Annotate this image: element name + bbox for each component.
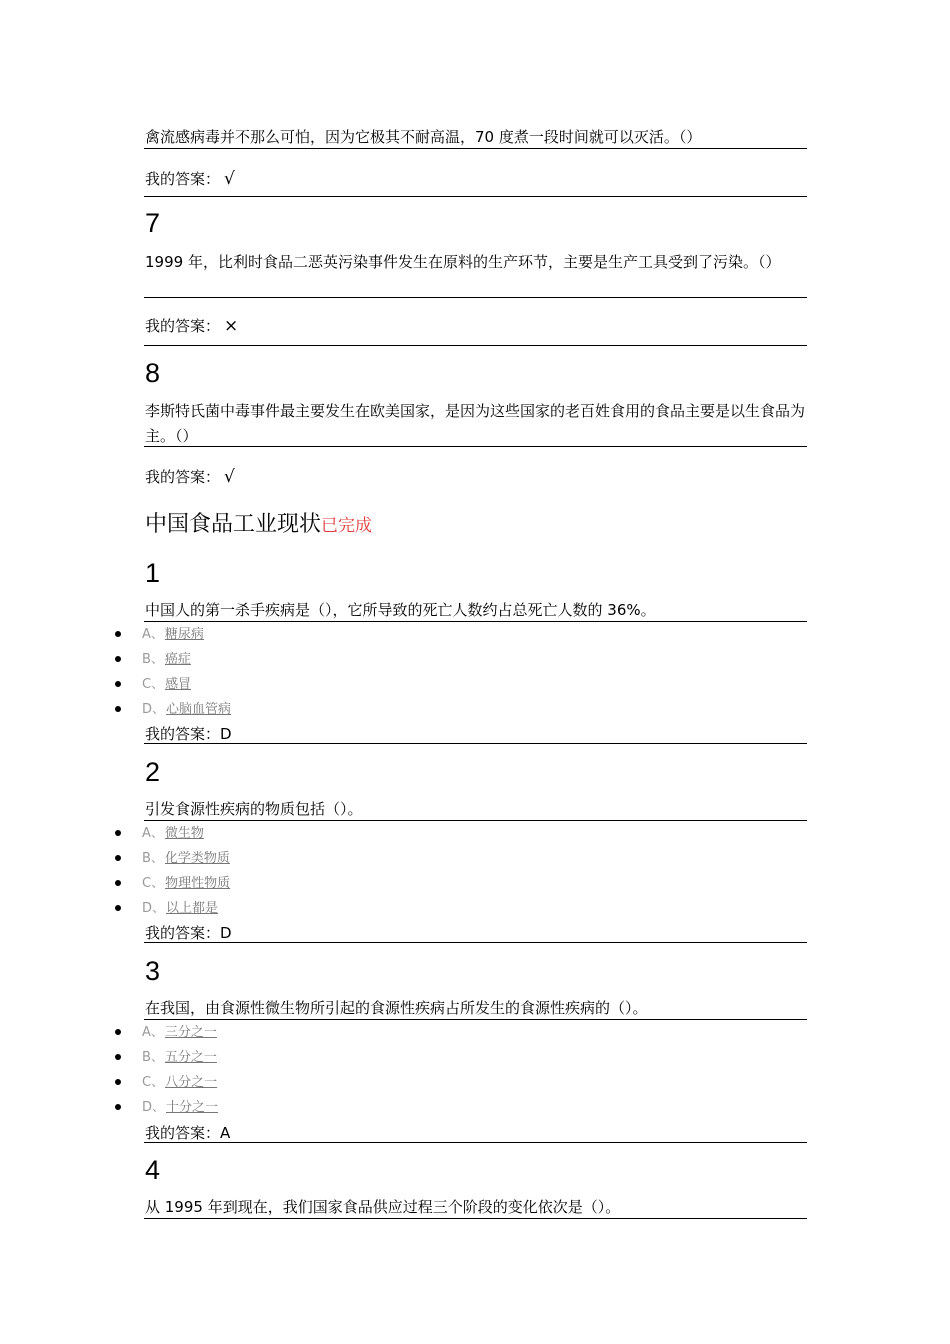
mc-1-option-d[interactable] xyxy=(115,701,231,719)
mc-3-option-c[interactable] xyxy=(115,1074,217,1092)
divider xyxy=(144,820,807,821)
option-label[interactable]: 微生物 xyxy=(164,826,204,841)
bullet-icon xyxy=(115,830,121,836)
answer-label: 我的答案： xyxy=(145,170,221,188)
answer-value: √ xyxy=(224,467,235,487)
question-7-answer xyxy=(145,316,238,336)
divider xyxy=(144,446,807,447)
mc-2-answer: 我的答案：D xyxy=(145,924,232,942)
answer-value: √ xyxy=(224,169,235,189)
option-prefix: B、 xyxy=(142,1050,164,1065)
option-label[interactable]: 以上都是 xyxy=(166,901,219,916)
option-label[interactable]: 三分之一 xyxy=(164,1025,217,1040)
mc-2-option-a[interactable] xyxy=(115,825,204,843)
answer-value: × xyxy=(224,316,239,336)
option-prefix: A、 xyxy=(142,627,164,642)
mc-1-number: 1 xyxy=(145,558,161,588)
question-7-text: 1999 年，比利时食品二恶英污染事件发生在原料的生产环节，主要是生产工具受到了污染。（） xyxy=(145,253,781,271)
divider xyxy=(144,297,807,298)
question-6-text: 禽流感病毒并不那么可怕，因为它极其不耐高温，70 度煮一段时间就可以灭活。（） xyxy=(145,128,702,146)
option-prefix: D、 xyxy=(142,901,166,916)
mc-1-option-a[interactable] xyxy=(115,626,204,644)
section-heading xyxy=(145,510,372,541)
mc-1-option-b[interactable] xyxy=(115,651,191,669)
question-6-answer xyxy=(145,169,235,189)
section-title: 中国食品工业现状 xyxy=(145,512,322,537)
bullet-icon xyxy=(115,1104,121,1110)
bullet-icon xyxy=(115,656,121,662)
bullet-icon xyxy=(115,905,121,911)
divider xyxy=(144,196,807,197)
divider xyxy=(144,1019,807,1020)
mc-2-option-b[interactable] xyxy=(115,850,230,868)
mc-2-option-d[interactable] xyxy=(115,900,218,918)
option-label[interactable]: 癌症 xyxy=(164,652,191,667)
divider xyxy=(144,1218,807,1219)
option-label[interactable]: 糖尿病 xyxy=(164,627,204,642)
bullet-icon xyxy=(115,855,121,861)
answer-label: 我的答案： xyxy=(145,317,221,335)
mc-2-option-c[interactable] xyxy=(115,875,230,893)
option-label[interactable]: 感冒 xyxy=(165,677,192,692)
option-label[interactable]: 心脑血管病 xyxy=(166,702,232,717)
mc-2-number: 2 xyxy=(145,757,161,787)
mc-3-option-a[interactable] xyxy=(115,1024,217,1042)
mc-4-text: 从 1995 年到现在，我们国家食品供应过程三个阶段的变化依次是（）。 xyxy=(145,1198,621,1216)
option-label[interactable]: 物理性物质 xyxy=(165,876,231,891)
option-label[interactable]: 五分之一 xyxy=(164,1050,217,1065)
mc-1-answer: 我的答案：D xyxy=(145,725,232,743)
divider xyxy=(144,621,807,622)
mc-3-option-b[interactable] xyxy=(115,1049,217,1067)
mc-3-option-d[interactable] xyxy=(115,1099,218,1117)
question-8-number: 8 xyxy=(145,358,161,388)
question-8-text: 李斯特氏菌中毒事件最主要发生在欧美国家，是因为这些国家的老百姓食用的食品主要是以生食品为主。（） xyxy=(145,402,806,445)
bullet-icon xyxy=(115,706,121,712)
bullet-icon xyxy=(115,880,121,886)
bullet-icon xyxy=(115,1029,121,1035)
divider xyxy=(144,1142,807,1143)
mc-4-number: 4 xyxy=(145,1155,161,1185)
mc-3-number: 3 xyxy=(145,956,161,986)
divider xyxy=(144,942,807,943)
bullet-icon xyxy=(115,631,121,637)
option-prefix: D、 xyxy=(142,702,166,717)
mc-3-answer: 我的答案：A xyxy=(145,1124,231,1142)
question-7-number: 7 xyxy=(145,208,161,238)
mc-3-text: 在我国，由食源性微生物所引起的食源性疾病占所发生的食源性疾病的（）。 xyxy=(145,999,648,1017)
option-prefix: B、 xyxy=(142,652,164,667)
divider xyxy=(144,743,807,744)
question-8-answer xyxy=(145,467,235,487)
divider xyxy=(144,345,807,346)
option-prefix: B、 xyxy=(142,851,164,866)
answer-label: 我的答案： xyxy=(145,468,221,486)
option-prefix: A、 xyxy=(142,826,164,841)
divider xyxy=(144,148,807,149)
option-label[interactable]: 八分之一 xyxy=(165,1075,218,1090)
option-label[interactable]: 化学类物质 xyxy=(164,851,230,866)
bullet-icon xyxy=(115,1079,121,1085)
mc-1-option-c[interactable] xyxy=(115,676,191,694)
bullet-icon xyxy=(115,681,121,687)
option-prefix: C、 xyxy=(142,876,165,891)
option-prefix: D、 xyxy=(142,1100,166,1115)
option-prefix: C、 xyxy=(142,677,165,692)
option-prefix: A、 xyxy=(142,1025,164,1040)
option-label[interactable]: 十分之一 xyxy=(166,1100,219,1115)
bullet-icon xyxy=(115,1054,121,1060)
section-status: 已完成 xyxy=(321,516,373,536)
mc-1-text: 中国人的第一杀手疾病是（），它所导致的死亡人数约占总死亡人数的 36%。 xyxy=(145,601,656,619)
mc-2-text: 引发食源性疾病的物质包括（）。 xyxy=(145,800,363,818)
option-prefix: C、 xyxy=(142,1075,165,1090)
